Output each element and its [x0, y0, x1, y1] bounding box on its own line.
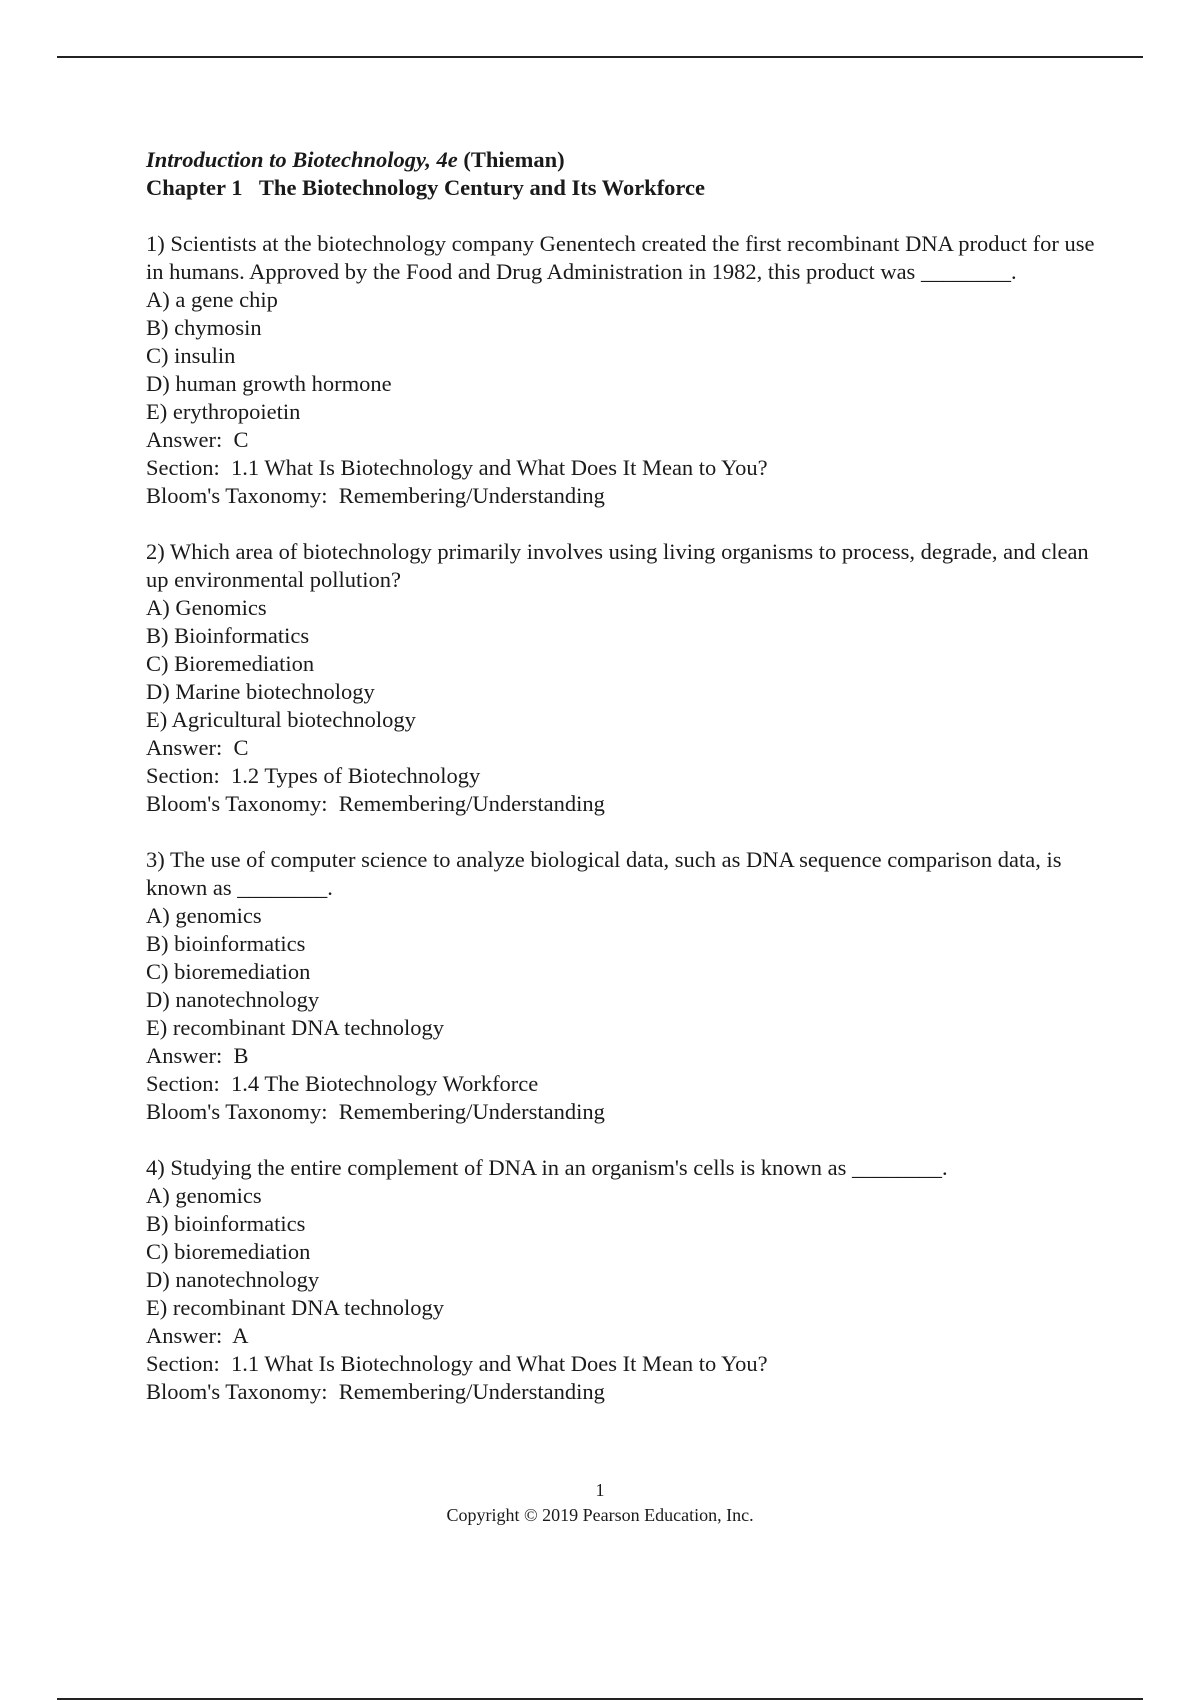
- answer-line: Answer: C: [146, 735, 249, 760]
- question-stem: 4) Studying the entire complement of DNA in an organism's cells is known as ________.: [146, 1155, 948, 1180]
- option-e: E) recombinant DNA technology: [146, 1015, 445, 1040]
- question-stem: 2) Which area of biotechnology primarily involves using living organisms to process, degrade, and clean up environmental pollution?: [146, 539, 1089, 592]
- book-title-line: [146, 146, 1096, 174]
- book-title: Introduction to Biotechnology, 4e: [146, 147, 458, 172]
- page-number: 1: [595, 1480, 605, 1500]
- option-d: D) human growth hormone: [146, 371, 392, 396]
- answer-line: Answer: A: [146, 1323, 249, 1348]
- option-c: C) Bioremediation: [146, 651, 315, 676]
- question-1: [146, 230, 1096, 510]
- option-d: D) Marine biotechnology: [146, 679, 375, 704]
- option-c: C) bioremediation: [146, 1239, 311, 1264]
- option-a: A) genomics: [146, 1183, 262, 1208]
- document-body: [146, 146, 1096, 1406]
- book-author: (Thieman): [457, 147, 565, 172]
- bloom-line: Bloom's Taxonomy: Remembering/Understanding: [146, 791, 605, 816]
- option-b: B) Bioinformatics: [146, 623, 310, 648]
- option-e: E) Agricultural biotechnology: [146, 707, 416, 732]
- option-b: B) bioinformatics: [146, 1211, 306, 1236]
- section-line: Section: 1.1 What Is Biotechnology and What Does It Mean to You?: [146, 455, 768, 480]
- option-a: A) genomics: [146, 903, 262, 928]
- question-3: [146, 846, 1096, 1126]
- option-b: B) bioinformatics: [146, 931, 306, 956]
- bloom-line: Bloom's Taxonomy: Remembering/Understanding: [146, 1379, 605, 1404]
- section-line: Section: 1.4 The Biotechnology Workforce: [146, 1071, 539, 1096]
- bloom-line: Bloom's Taxonomy: Remembering/Understanding: [146, 483, 605, 508]
- copyright-notice: Copyright © 2019 Pearson Education, Inc.: [446, 1505, 754, 1525]
- question-2: [146, 538, 1096, 818]
- answer-line: Answer: B: [146, 1043, 249, 1068]
- option-a: A) Genomics: [146, 595, 267, 620]
- option-b: B) chymosin: [146, 315, 262, 340]
- option-c: C) insulin: [146, 343, 236, 368]
- section-line: Section: 1.1 What Is Biotechnology and What Does It Mean to You?: [146, 1351, 768, 1376]
- option-e: E) erythropoietin: [146, 399, 301, 424]
- option-a: A) a gene chip: [146, 287, 278, 312]
- question-stem: 3) The use of computer science to analyze biological data, such as DNA sequence comparison data, is known as ________.: [146, 847, 1062, 900]
- answer-line: Answer: C: [146, 427, 249, 452]
- chapter-title: Chapter 1 The Biotechnology Century and Its Workforce: [146, 175, 705, 200]
- section-line: Section: 1.2 Types of Biotechnology: [146, 763, 481, 788]
- top-rule: [57, 56, 1143, 58]
- document-header: [146, 146, 1096, 202]
- option-d: D) nanotechnology: [146, 1267, 320, 1292]
- question-4: [146, 1154, 1096, 1406]
- option-c: C) bioremediation: [146, 959, 311, 984]
- bloom-line: Bloom's Taxonomy: Remembering/Understanding: [146, 1099, 605, 1124]
- question-stem: 1) Scientists at the biotechnology company Genentech created the first recombinant DNA product for use in humans. Approved by the Food and Drug Administration in 1982, this product was ________.: [146, 231, 1095, 284]
- option-d: D) nanotechnology: [146, 987, 320, 1012]
- option-e: E) recombinant DNA technology: [146, 1295, 445, 1320]
